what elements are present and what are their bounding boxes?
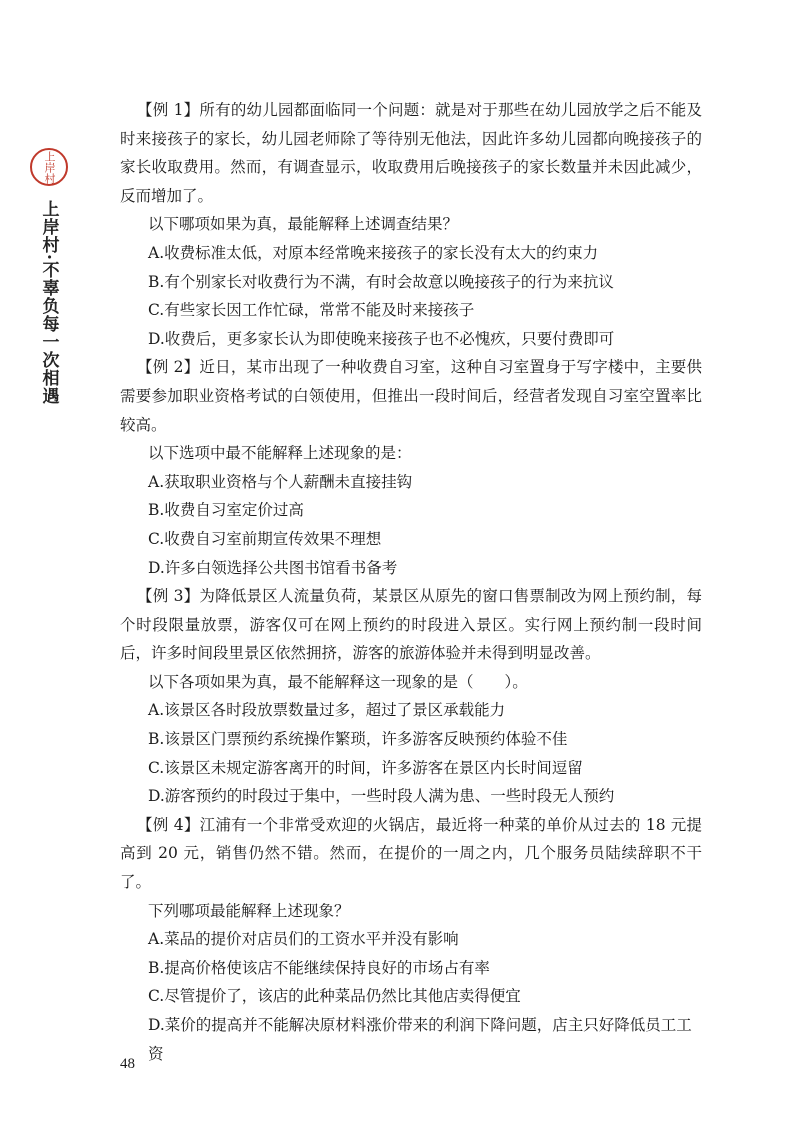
option-b: B.该景区门票预约系统操作繁琐，许多游客反映预约体验不佳	[148, 730, 568, 749]
option-c: C.该景区未规定游客离开的时间，许多游客在景区内长时间逗留	[148, 758, 583, 777]
option-d: D.菜价的提高并不能解决原材料涨价带来的利润下降问题，店主只好降低员工工资	[148, 1016, 692, 1063]
page-content	[120, 96, 702, 1068]
option-a: A.该景区各时段放票数量过多，超过了景区承载能力	[148, 701, 506, 720]
option-c: C.收费自习室前期宣传效果不理想	[148, 529, 382, 548]
question-prompt: 以下各项如果为真，最不能解释这一现象的是（ ）。	[148, 672, 528, 691]
question-prompt: 以下哪项如果为真，最能解释上述调查结果？	[148, 215, 459, 234]
option-d: D.许多白领选择公共图书馆看书备考	[148, 558, 398, 577]
logo-seal: 上岸村	[30, 148, 68, 186]
option-b: B.有个别家长对收费行为不满，有时会故意以晚接孩子的行为来抗议	[148, 272, 614, 291]
option-d: D.游客预约的时段过于集中，一些时段人满为患、一些时段无人预约	[148, 787, 615, 806]
question-stem: 【例 1】所有的幼儿园都面临同一个问题：就是对于那些在幼儿园放学之后不能及时来接孩子的家长，幼儿园老师除了等待别无他法，因此许多幼儿园都向晚接孩子的家长收取费用。然而，有调查显示，收取费用后晚接孩子的家长数量并未因此减少，反而增加了。	[120, 101, 702, 205]
question-prompt: 以下选项中最不能解释上述现象的是：	[148, 444, 412, 463]
question-prompt: 下列哪项最能解释上述现象？	[148, 901, 350, 920]
question-3	[120, 582, 702, 811]
option-b: B.提高价格使该店不能继续保持良好的市场占有率	[148, 958, 490, 977]
question-4	[120, 811, 702, 1068]
option-c: C.有些家长因工作忙碌，常常不能及时来接孩子	[148, 301, 475, 320]
sidebar-slogan: 上岸村·不辜负每一次相遇	[38, 200, 59, 405]
page-number: 48	[120, 1056, 135, 1072]
question-stem: 【例 3】为降低景区人流量负荷，某景区从原先的窗口售票制改为网上预约制，每个时段限量放票，游客仅可在网上预约的时段进入景区。实行网上预约制一段时间后，许多时间段里景区依然拥挤，游客的旅游体验并未得到明显改善。	[120, 587, 702, 663]
option-a: A.获取职业资格与个人薪酬未直接挂钩	[148, 472, 413, 491]
option-b: B.收费自习室定价过高	[148, 501, 304, 520]
option-a: A.菜品的提价对店员们的工资水平并没有影响	[148, 930, 459, 949]
question-stem: 【例 2】近日，某市出现了一种收费自习室，这种自习室置身于写字楼中，主要供需要参加职业资格考试的白领使用，但推出一段时间后，经营者发现自习室空置率比较高。	[120, 358, 702, 434]
option-d: D.收费后，更多家长认为即使晚来接孩子也不必愧疚，只要付费即可	[148, 329, 615, 348]
option-c: C.尽管提价了，该店的此种菜品仍然比其他店卖得便宜	[148, 987, 521, 1006]
question-1	[120, 96, 702, 353]
option-a: A.收费标准太低，对原本经常晚来接孩子的家长没有太大的约束力	[148, 243, 599, 262]
question-stem: 【例 4】江浦有一个非常受欢迎的火锅店，最近将一种菜的单价从过去的 18 元提高到 20 元，销售仍然不错。然而，在提价的一周之内，几个服务员陆续辞职不干了。	[120, 815, 702, 892]
sidebar	[26, 148, 72, 405]
question-2	[120, 353, 702, 582]
